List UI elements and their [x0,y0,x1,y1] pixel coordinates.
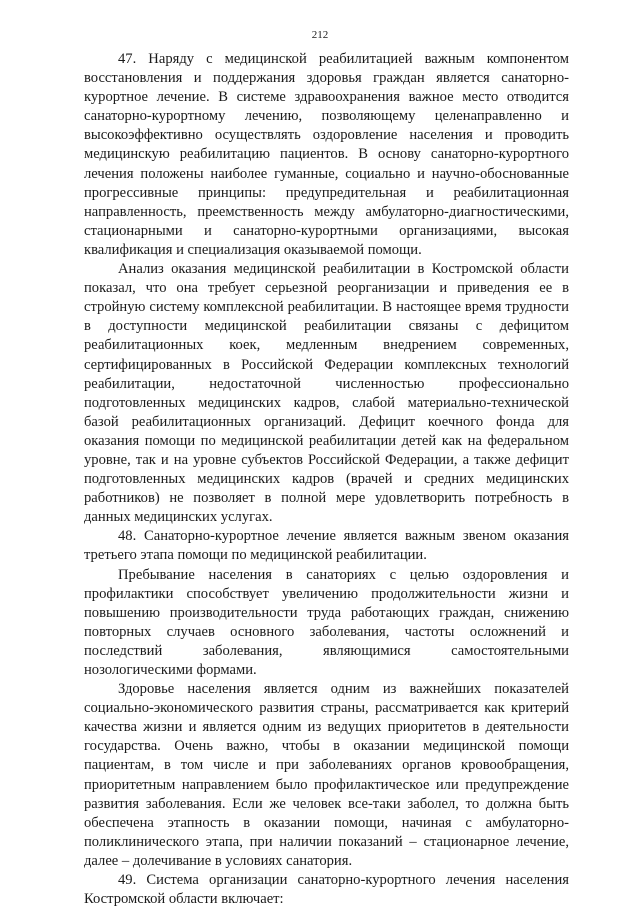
paragraph-rehabilitation-analysis: Анализ оказания медицинской реабилитации в Костромской области показал, что она требует серьезной реорганизации и приведения ее в стройную систему комплексной реабилитации. В настоящее время трудности в доступности медицинской реабилитации связаны с дефицитом реабилитационных коек, медленным внедрением современных, сертифицированных в Российской Федерации комплексных технологий реабилитации, недостаточной численностью профессионально подготовленных медицинских кадров, слабой материально-технической базой реабилитационных организаций. Дефицит коечного фонда для оказания помощи по медицинской реабилитации детей как на федеральном уровне, так и на уровне субъектов Российской Федерации, а также дефицит подготовленных медицинских кадров (врачей и средних медицинских работников) не позволяет в полной мере удовлетворить потребность в данных медицинских услугах. [84,261,569,526]
paragraph-population-health: Здоровье населения является одним из важнейших показателей социально-экономического развития страны, рассматривается как критерий качества жизни и является одним из ведущих приоритетов в деятельности государства. Очень важно, чтобы в оказании медицинской помощи пациентам, в том числе и при заболеваниях органов кровообращения, приоритетным направлением было профилактическое или предупреждение развития заболевания. Если же человек все-таки заболел, то должна быть обеспечена этапность в оказании помощи, начиная с амбулаторно-поликлинического этапа, при наличии показаний – стационарное лечение, далее – долечивание в условиях санатория. [84,681,569,869]
paragraph-48: 48. Санаторно-курортное лечение является важным звеном оказания третьего этапа помощи по медицинской реабилитации. [84,528,569,564]
page-number: 212 [311,29,329,41]
paragraph-47: 47. Наряду с медицинской реабилитацией важным компонентом восстановления и поддержания здоровья граждан является санаторно-курортное лечение. В системе здравоохранения важное место отводится санаторно-курортному лечению, позволяющему целенаправленно и высокоэффективно осуществлять оздоровление населения и проводить медицинскую реабилитацию пациентов. В основу санаторно-курортного лечения положены наиболее гуманные, социально и научно-обоснованные прогрессивные принципы: предупредительная и реабилитационная направленность, преемственность между амбулаторно-диагностическими, стационарными и санаторно-курортными организациями, высокая квалификация и специализация оказываемой помощи. [84,51,569,258]
document-body [84,50,569,909]
paragraph-sanatorium-stay: Пребывание населения в санаториях с целью оздоровления и профилактики способствует увеличению продолжительности жизни и повышению производительности труда работающих граждан, снижению повторных случаев основного заболевания, частоты осложнений и последствий заболевания, являющимися самостоятельными нозологическими формами. [84,566,569,678]
paragraph-49: 49. Система организации санаторно-курортного лечения населения Костромской области включает: [84,872,569,908]
